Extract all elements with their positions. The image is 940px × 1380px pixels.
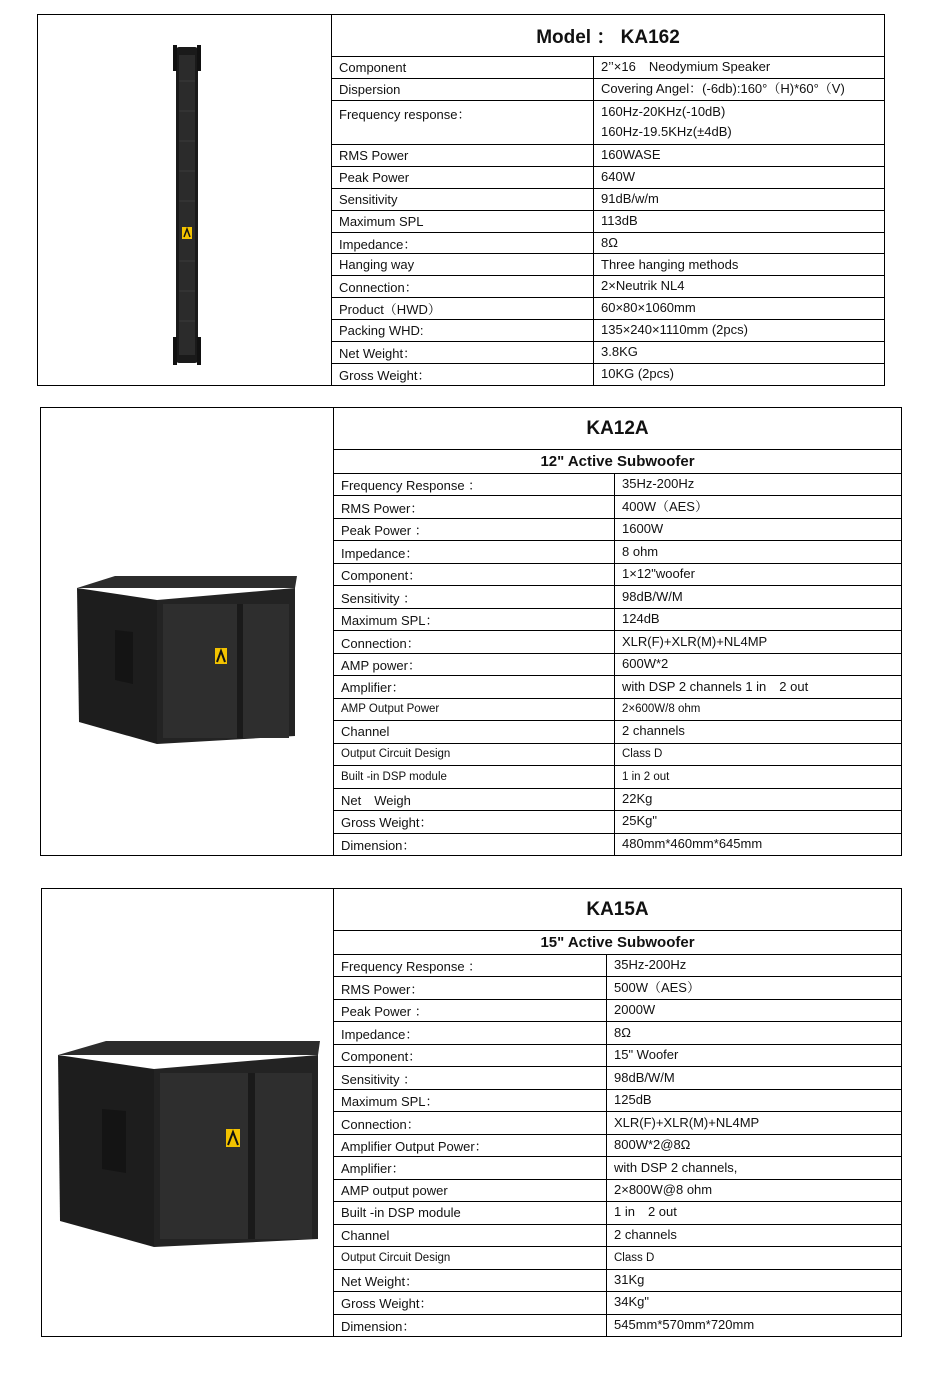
- spec-label: Component：: [334, 1045, 607, 1066]
- spec-label: Sensitivity ：: [334, 586, 615, 607]
- spec-row: [334, 631, 901, 653]
- spec-row: [332, 57, 884, 79]
- spec-row: [334, 519, 901, 541]
- spec-row: [334, 609, 901, 631]
- spec-row: [334, 564, 901, 586]
- ka162-title: Model ： KA162: [332, 15, 884, 57]
- spec-label: Maximum SPL：: [334, 609, 615, 630]
- spec-row: [334, 1225, 901, 1247]
- spec-value: 10KG (2pcs): [601, 366, 674, 382]
- spec-label: AMP Output Power: [334, 699, 615, 720]
- spec-label: Amplifier：: [334, 1157, 607, 1178]
- ka15a-title: KA15A: [334, 889, 901, 931]
- spec-value: 98dB/W/M: [614, 1069, 675, 1085]
- spec-label: Dimension：: [334, 1315, 607, 1336]
- spec-row: [334, 541, 901, 563]
- spec-row: [334, 1067, 901, 1089]
- spec-value: Class D: [614, 1251, 655, 1264]
- spec-row: [334, 766, 901, 788]
- spec-label: RMS Power: [332, 145, 594, 166]
- spec-label: Sensitivity: [332, 189, 594, 210]
- spec-label: Built -in DSP module: [334, 766, 615, 787]
- spec-value: XLR(F)+XLR(M)+NL4MP: [622, 633, 768, 649]
- spec-row: [334, 1045, 901, 1067]
- spec-row: [334, 1022, 901, 1044]
- spec-label: Connection：: [334, 631, 615, 652]
- spec-value: 113dB: [601, 212, 638, 228]
- spec-label: Gross Weight：: [332, 364, 594, 385]
- spec-value: 125dB: [614, 1092, 652, 1108]
- spec-value: 124dB: [622, 611, 660, 627]
- spec-label: Maximum SPL: [332, 211, 594, 232]
- spec-value: 160WASE: [601, 146, 661, 162]
- spec-value: 1 in 2 out: [622, 770, 670, 783]
- spec-label: RMS Power：: [334, 977, 607, 998]
- spec-row: [334, 955, 901, 977]
- spec-label: Packing WHD:: [332, 320, 594, 341]
- spec-value: 2×800W@8 ohm: [614, 1182, 713, 1198]
- spec-value: Three hanging methods: [601, 256, 739, 272]
- spec-row: [332, 79, 884, 101]
- spec-row: [334, 1180, 901, 1202]
- spec-row: [332, 254, 884, 276]
- spec-label: Output Circuit Design: [334, 1247, 607, 1268]
- spec-row: [332, 233, 884, 255]
- spec-row: [332, 167, 884, 189]
- spec-value: Covering Angel：(-6db):160°（H)*60°（V): [601, 81, 845, 96]
- spec-label: Component：: [334, 564, 615, 585]
- spec-row: [332, 211, 884, 233]
- spec-value: 2’’×16 Neodymium Speaker: [601, 59, 771, 75]
- spec-value: 600W*2: [622, 656, 669, 672]
- spec-label: Gross Weight：: [334, 1292, 607, 1313]
- ka162-spec-table: [332, 15, 884, 385]
- spec-row: [334, 676, 901, 698]
- spec-label: Impedance：: [334, 541, 615, 562]
- spec-value: 1×12"woofer: [622, 566, 695, 582]
- spec-row: [332, 145, 884, 167]
- spec-row: [332, 298, 884, 320]
- ka15a-image-cell: [42, 889, 334, 1336]
- spec-label: Amplifier Output Power：: [334, 1135, 607, 1156]
- spec-row: [334, 834, 901, 855]
- spec-value: 25Kg": [622, 813, 657, 829]
- spec-row: [332, 320, 884, 342]
- spec-label: Dimension：: [334, 834, 615, 855]
- spec-row: [334, 496, 901, 518]
- spec-row: [332, 342, 884, 364]
- spec-row: [334, 1270, 901, 1292]
- spec-row: [334, 1157, 901, 1179]
- spec-row: [332, 101, 884, 145]
- ka15a-spec-table: [334, 889, 901, 1336]
- spec-label: Dispersion: [332, 79, 594, 100]
- spec-label: Connection：: [334, 1112, 607, 1133]
- spec-row: [334, 699, 901, 721]
- spec-label: RMS Power：: [334, 496, 615, 517]
- spec-value: 22Kg: [622, 790, 653, 806]
- ka15a-subwoofer-image: [56, 1039, 322, 1249]
- spec-row: [334, 586, 901, 608]
- spec-value: 35Hz-200Hz: [614, 957, 687, 973]
- ka12a-title: KA12A: [334, 408, 901, 450]
- spec-value: 3.8KG: [601, 344, 638, 360]
- spec-label: Maximum SPL：: [334, 1090, 607, 1111]
- spec-value: 98dB/W/M: [622, 588, 683, 604]
- spec-value: 35Hz-200Hz: [622, 476, 695, 492]
- ka15a-spec-block: [41, 888, 902, 1337]
- spec-value: 400W（AES）: [622, 498, 708, 514]
- spec-label: Peak Power: [332, 167, 594, 188]
- spec-value: 1 in 2 out: [614, 1204, 677, 1220]
- spec-value: 8Ω: [614, 1024, 631, 1040]
- spec-value: 640W: [601, 168, 635, 184]
- spec-row: [332, 276, 884, 298]
- spec-label: Channel: [334, 1225, 607, 1246]
- spec-label: Output Circuit Design: [334, 744, 615, 765]
- spec-row: [334, 474, 901, 496]
- spec-value: 160Hz-20KHz(-10dB) 160Hz-19.5KHz(±4dB): [601, 103, 732, 140]
- spec-label: Peak Power ：: [334, 1000, 607, 1021]
- spec-value: 2 channels: [622, 723, 685, 739]
- spec-value: 480mm*460mm*645mm: [622, 835, 763, 851]
- spec-label: Channel: [334, 721, 615, 742]
- spec-row: [332, 364, 884, 385]
- spec-label: Product（HWD）: [332, 298, 594, 319]
- spec-value: 800W*2@8Ω: [614, 1137, 691, 1153]
- ka162-line-array-speaker-image: [170, 41, 206, 371]
- spec-label: Frequency Response ：: [334, 474, 615, 495]
- spec-value: 60×80×1060mm: [601, 300, 696, 316]
- spec-label: Hanging way: [332, 254, 594, 275]
- spec-row: [334, 721, 901, 743]
- spec-label: Gross Weight：: [334, 811, 615, 832]
- ka12a-subtitle: 12" Active Subwoofer: [334, 450, 901, 474]
- spec-row: [334, 1202, 901, 1224]
- spec-row: [334, 1292, 901, 1314]
- spec-label: Peak Power ：: [334, 519, 615, 540]
- spec-label: Connection：: [332, 276, 594, 297]
- spec-label: Sensitivity ：: [334, 1067, 607, 1088]
- spec-value: 135×240×1110mm (2pcs): [601, 322, 748, 338]
- spec-row: [334, 1135, 901, 1157]
- spec-label: Frequency response：: [332, 101, 594, 144]
- spec-label: Impedance：: [334, 1022, 607, 1043]
- spec-label: Component: [332, 57, 594, 78]
- spec-label: AMP power：: [334, 654, 615, 675]
- spec-value: 2000W: [614, 1002, 656, 1018]
- spec-value: with DSP 2 channels,: [614, 1159, 738, 1175]
- ka12a-spec-block: [40, 407, 902, 856]
- spec-row: [334, 1315, 901, 1336]
- spec-row: [334, 977, 901, 999]
- spec-value: 500W（AES）: [614, 979, 700, 995]
- ka12a-image-cell: [41, 408, 334, 855]
- spec-label: Impedance：: [332, 233, 594, 254]
- ka162-spec-block: [37, 14, 885, 386]
- spec-value: with DSP 2 channels 1 in 2 out: [622, 678, 809, 694]
- spec-value: XLR(F)+XLR(M)+NL4MP: [614, 1114, 760, 1130]
- spec-label: AMP output power: [334, 1180, 607, 1201]
- spec-value: 545mm*570mm*720mm: [614, 1316, 755, 1332]
- ka162-image-cell: [38, 15, 332, 385]
- spec-row: [334, 1112, 901, 1134]
- ka12a-subwoofer-image: [75, 574, 299, 746]
- spec-label: Net Weigh: [334, 789, 615, 810]
- spec-value: 2×600W/8 ohm: [622, 703, 701, 716]
- spec-value: Class D: [622, 748, 663, 761]
- spec-row: [334, 1090, 901, 1112]
- spec-value: 15" Woofer: [614, 1047, 679, 1063]
- spec-value: 1600W: [622, 521, 664, 537]
- spec-row: [334, 1000, 901, 1022]
- spec-value: 91dB/w/m: [601, 190, 659, 206]
- spec-row: [334, 811, 901, 833]
- spec-value: 2×Neutrik NL4: [601, 278, 685, 294]
- spec-label: Frequency Response ：: [334, 955, 607, 976]
- spec-value: 8Ω: [601, 234, 618, 250]
- spec-row: [334, 654, 901, 676]
- ka15a-subtitle: 15" Active Subwoofer: [334, 931, 901, 955]
- spec-label: Net Weight：: [334, 1270, 607, 1291]
- spec-value: 31Kg: [614, 1271, 645, 1287]
- spec-row: [334, 744, 901, 766]
- spec-label: Amplifier：: [334, 676, 615, 697]
- ka12a-spec-table: [334, 408, 901, 855]
- spec-value: 8 ohm: [622, 543, 659, 559]
- spec-value: 2 channels: [614, 1226, 677, 1242]
- spec-row: [334, 789, 901, 811]
- spec-row: [334, 1247, 901, 1269]
- spec-label: Built -in DSP module: [334, 1202, 607, 1223]
- spec-value: 34Kg": [614, 1294, 649, 1310]
- spec-row: [332, 189, 884, 211]
- spec-label: Net Weight：: [332, 342, 594, 363]
